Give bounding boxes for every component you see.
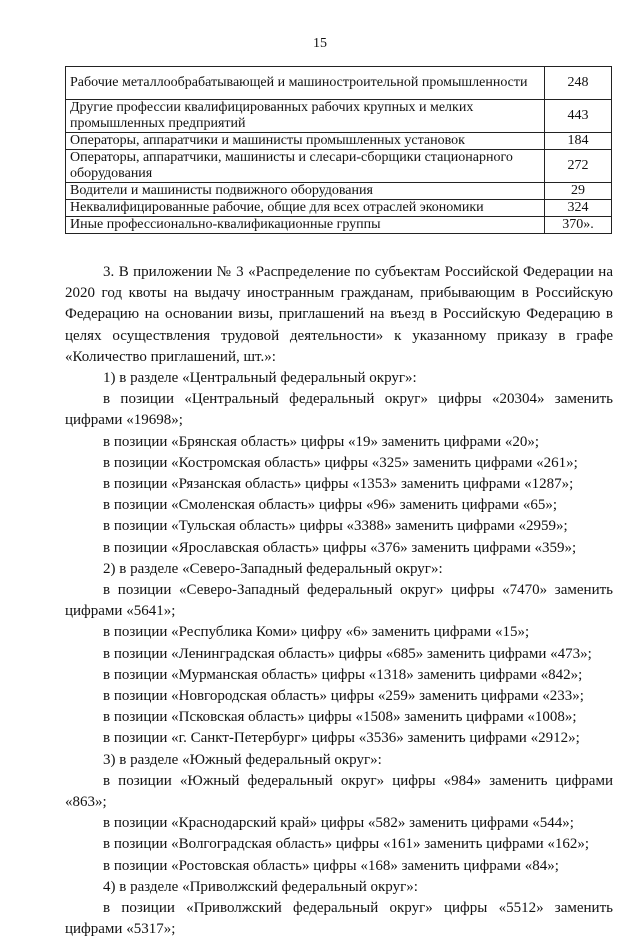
table-cell-quota: 370». bbox=[545, 217, 612, 234]
paragraph-komi: в позиции «Республика Коми» цифру «6» заменить цифрами «15»; bbox=[103, 624, 530, 641]
table-cell-profession: Водители и машинисты подвижного оборудования bbox=[66, 183, 545, 200]
paragraph-rostov: в позиции «Ростовская область» цифры «168» заменить цифрами «84»; bbox=[103, 857, 559, 874]
paragraph-appendix-3-intro: 3. В приложении № 3 «Распределение по субъектам Российской Федерации на 2020 год квоты на выдачу иностранным гражданам, прибывающим в Российскую Федерацию на основании визы, приглашений на въезд в Российскую Федерацию в целях осуществления трудовой деятельности» к указанному приказу в графе «Количество приглашений, шт.»: bbox=[65, 264, 613, 365]
quota-table bbox=[65, 66, 612, 234]
table-cell-profession: Операторы, аппаратчики и машинисты промышленных установок bbox=[66, 133, 545, 150]
table-cell-profession: Иные профессионально-квалификационные группы bbox=[66, 217, 545, 234]
table-cell-profession: Операторы, аппаратчики, машинисты и слесари-сборщики стационарного оборудования bbox=[66, 150, 545, 183]
paragraph-pskov: в позиции «Псковская область» цифры «1508» заменить цифрами «1008»; bbox=[103, 709, 577, 726]
paragraph-yaroslavl: в позиции «Ярославская область» цифры «376» заменить цифрами «359»; bbox=[103, 539, 577, 556]
document-body bbox=[65, 262, 613, 941]
paragraph-leningrad: в позиции «Ленинградская область» цифры «685» заменить цифрами «473»; bbox=[103, 645, 592, 662]
table-cell-quota: 443 bbox=[545, 100, 612, 133]
page-number: 15 bbox=[313, 36, 327, 51]
paragraph-murmansk: в позиции «Мурманская область» цифры «1318» заменить цифрами «842»; bbox=[103, 666, 583, 683]
paragraph-south-district-heading: 3) в разделе «Южный федеральный округ»: bbox=[103, 751, 382, 768]
table-cell-profession: Рабочие металлообрабатывающей и машиностроительной промышленности bbox=[66, 67, 545, 100]
table-row bbox=[66, 200, 612, 217]
paragraph-krasnodar: в позиции «Краснодарский край» цифры «582» заменить цифрами «544»; bbox=[103, 815, 574, 832]
paragraph-bryansk: в позиции «Брянская область» цифры «19» заменить цифрами «20»; bbox=[103, 433, 540, 450]
table-cell-quota: 248 bbox=[545, 67, 612, 100]
table-row bbox=[66, 67, 612, 100]
paragraph-northwest-district-heading: 2) в разделе «Северо-Западный федеральный округ»: bbox=[103, 560, 443, 577]
paragraph-northwest-district-total: в позиции «Северо-Западный федеральный округ» цифры «7470» заменить цифрами «5641»; bbox=[65, 582, 613, 620]
table-row bbox=[66, 183, 612, 200]
paragraph-novgorod: в позиции «Новгородская область» цифры «259» заменить цифрами «233»; bbox=[103, 688, 584, 705]
paragraph-ryazan: в позиции «Рязанская область» цифры «1353» заменить цифрами «1287»; bbox=[103, 476, 574, 493]
table-cell-profession: Неквалифицированные рабочие, общие для всех отраслей экономики bbox=[66, 200, 545, 217]
paragraph-smolensk: в позиции «Смоленская область» цифры «96» заменить цифрами «65»; bbox=[103, 497, 557, 514]
paragraph-kostroma: в позиции «Костромская область» цифры «325» заменить цифрами «261»; bbox=[103, 454, 578, 471]
paragraph-volga-district-total: в позиции «Приволжский федеральный округ» цифры «5512» заменить цифрами «5317»; bbox=[65, 900, 613, 938]
paragraph-central-district-total: в позиции «Центральный федеральный округ» цифры «20304» заменить цифрами «19698»; bbox=[65, 391, 613, 429]
paragraph-saint-petersburg: в позиции «г. Санкт-Петербург» цифры «3536» заменить цифрами «2912»; bbox=[103, 730, 580, 747]
table-row bbox=[66, 133, 612, 150]
table-cell-quota: 29 bbox=[545, 183, 612, 200]
paragraph-volga-district-heading: 4) в разделе «Приволжский федеральный округ»: bbox=[103, 878, 418, 895]
table-row bbox=[66, 150, 612, 183]
paragraph-tula: в позиции «Тульская область» цифры «3388» заменить цифрами «2959»; bbox=[103, 518, 568, 535]
table-cell-quota: 184 bbox=[545, 133, 612, 150]
paragraph-volgograd: в позиции «Волгоградская область» цифры «161» заменить цифрами «162»; bbox=[103, 836, 590, 853]
table-row bbox=[66, 100, 612, 133]
table-row bbox=[66, 217, 612, 234]
table-cell-profession: Другие профессии квалифицированных рабочих крупных и мелких промышленных предприятий bbox=[66, 100, 545, 133]
paragraph-south-district-total: в позиции «Южный федеральный округ» цифры «984» заменить цифрами «863»; bbox=[65, 772, 613, 811]
table-cell-quota: 272 bbox=[545, 150, 612, 183]
table-cell-quota: 324 bbox=[545, 200, 612, 217]
paragraph-central-district-heading: 1) в разделе «Центральный федеральный округ»: bbox=[103, 370, 417, 387]
